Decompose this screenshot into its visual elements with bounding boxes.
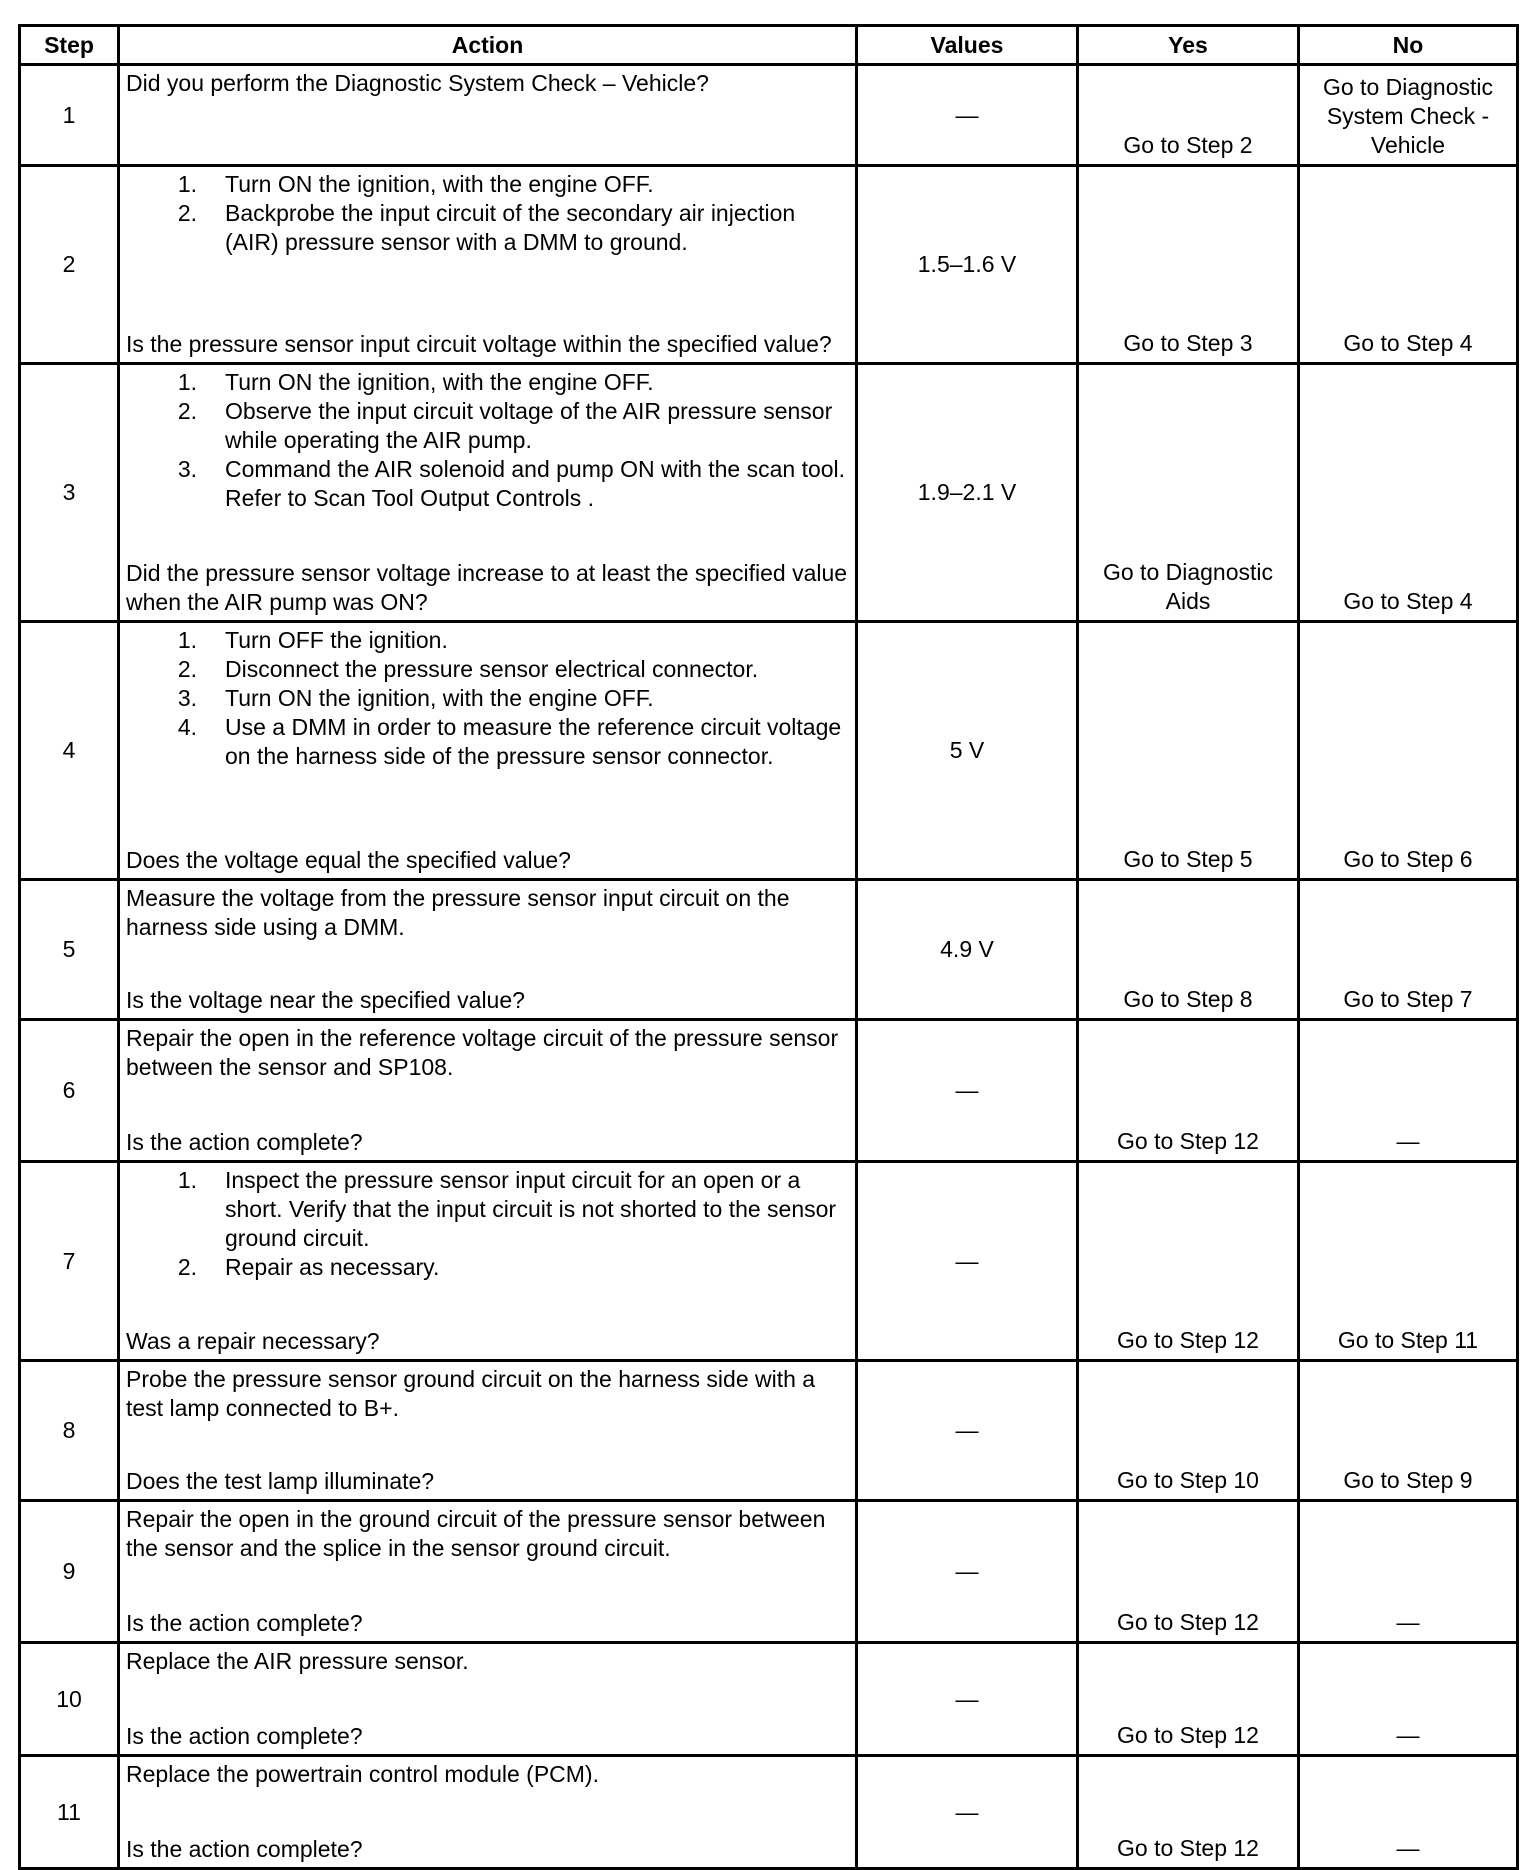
- step-number: 6: [20, 1020, 119, 1162]
- step-number: 5: [20, 880, 119, 1020]
- action-question: Was a repair necessary?: [126, 1328, 380, 1354]
- action-cell: [119, 1361, 857, 1501]
- table-row: [20, 1756, 1518, 1869]
- action-step: [126, 626, 849, 655]
- step-number: 9: [20, 1501, 119, 1643]
- action-step-number: 1.: [177, 369, 197, 395]
- no-cell: Go to Step 9: [1299, 1361, 1518, 1501]
- values-cell: 1.9–2.1 V: [857, 364, 1078, 622]
- action-text: Probe the pressure sensor ground circuit on the harness side with a test lamp connected to B+.: [126, 1366, 816, 1421]
- table-row: [20, 1020, 1518, 1162]
- action-step-number: 2.: [177, 1254, 197, 1280]
- no-cell: Go to Diagnostic System Check - Vehicle: [1299, 65, 1518, 166]
- action-step-text: Observe the input circuit voltage of the AIR pressure sensor while operating the AIR pump.: [225, 398, 833, 453]
- action-step: [126, 455, 849, 513]
- no-cell: Go to Step 4: [1299, 166, 1518, 364]
- table-row: [20, 1162, 1518, 1361]
- action-step: [126, 368, 849, 397]
- values-cell: —: [857, 1162, 1078, 1361]
- action-step-text: Inspect the pressure sensor input circuit for an open or a short. Verify that the input circuit is not shorted to the sensor ground circuit.: [225, 1167, 837, 1251]
- step-number: 10: [20, 1643, 119, 1756]
- header-row: [20, 26, 1518, 65]
- yes-cell: Go to Step 3: [1078, 166, 1299, 364]
- action-step: [126, 713, 849, 771]
- action-cell: [119, 364, 857, 622]
- action-step-text: Turn ON the ignition, with the engine OFF.: [225, 369, 654, 395]
- action-cell: [119, 1501, 857, 1643]
- action-step: [126, 170, 849, 199]
- no-cell: Go to Step 7: [1299, 880, 1518, 1020]
- header-no: No: [1299, 26, 1518, 65]
- yes-cell: Go to Step 12: [1078, 1643, 1299, 1756]
- values-cell: —: [857, 65, 1078, 166]
- action-question: Is the action complete?: [126, 1836, 363, 1862]
- table-row: [20, 166, 1518, 364]
- diagnostic-table: [18, 24, 1519, 1870]
- action-text: Repair the open in the ground circuit of the pressure sensor between the sensor and the splice in the sensor ground circuit.: [126, 1506, 826, 1561]
- action-cell: [119, 880, 857, 1020]
- action-text: Measure the voltage from the pressure sensor input circuit on the harness side using a DMM.: [126, 885, 790, 940]
- action-step-number: 4.: [177, 714, 197, 740]
- no-cell: —: [1299, 1501, 1518, 1643]
- yes-cell: Go to Step 5: [1078, 622, 1299, 880]
- action-question: Is the action complete?: [126, 1723, 363, 1749]
- action-text: Did you perform the Diagnostic System Check – Vehicle?: [126, 70, 709, 96]
- action-step: [126, 1253, 849, 1282]
- table-row: [20, 65, 1518, 166]
- action-step: [126, 655, 849, 684]
- header-step: Step: [20, 26, 119, 65]
- no-cell: Go to Step 11: [1299, 1162, 1518, 1361]
- header-yes: Yes: [1078, 26, 1299, 65]
- action-question: Is the pressure sensor input circuit voltage within the specified value?: [126, 331, 832, 357]
- no-cell: —: [1299, 1643, 1518, 1756]
- step-number: 1: [20, 65, 119, 166]
- table-row: [20, 364, 1518, 622]
- no-cell: Go to Step 6: [1299, 622, 1518, 880]
- yes-cell: Go to Step 12: [1078, 1020, 1299, 1162]
- values-cell: 1.5–1.6 V: [857, 166, 1078, 364]
- action-step-text: Use a DMM in order to measure the reference circuit voltage on the harness side of the pressure sensor connector.: [225, 714, 842, 769]
- action-cell: [119, 1756, 857, 1869]
- action-cell: [119, 1162, 857, 1361]
- action-step-number: 1.: [177, 627, 197, 653]
- step-number: 8: [20, 1361, 119, 1501]
- yes-cell: Go to Step 10: [1078, 1361, 1299, 1501]
- yes-cell: Go to Step 12: [1078, 1756, 1299, 1869]
- table-row: [20, 1501, 1518, 1643]
- action-steps-list: [126, 368, 849, 513]
- action-step-text: Disconnect the pressure sensor electrical connector.: [225, 656, 759, 682]
- action-step-text: Repair as necessary.: [225, 1254, 440, 1280]
- yes-cell: Go to Step 8: [1078, 880, 1299, 1020]
- action-steps-list: [126, 170, 849, 257]
- action-step: [126, 1166, 849, 1253]
- action-step-text: Turn ON the ignition, with the engine OFF.: [225, 171, 654, 197]
- values-cell: 5 V: [857, 622, 1078, 880]
- no-cell: —: [1299, 1020, 1518, 1162]
- action-step: [126, 199, 849, 257]
- values-cell: —: [857, 1361, 1078, 1501]
- action-step-number: 3.: [177, 456, 197, 482]
- action-cell: [119, 1020, 857, 1162]
- action-step-number: 2.: [177, 398, 197, 424]
- no-cell: —: [1299, 1756, 1518, 1869]
- values-cell: —: [857, 1756, 1078, 1869]
- yes-cell: Go to Step 2: [1078, 65, 1299, 166]
- no-cell: Go to Step 4: [1299, 364, 1518, 622]
- action-step-text: Command the AIR solenoid and pump ON with the scan tool. Refer to Scan Tool Output Controls .: [225, 456, 846, 511]
- yes-cell: Go to Diagnostic Aids: [1078, 364, 1299, 622]
- action-steps-list: [126, 1166, 849, 1282]
- action-step: [126, 684, 849, 713]
- yes-cell: Go to Step 12: [1078, 1162, 1299, 1361]
- action-step: [126, 397, 849, 455]
- action-question: Is the action complete?: [126, 1610, 363, 1636]
- table-row: [20, 1361, 1518, 1501]
- action-question: Is the voltage near the specified value?: [126, 987, 525, 1013]
- action-step-number: 2.: [177, 656, 197, 682]
- action-cell: [119, 622, 857, 880]
- action-text: Replace the AIR pressure sensor.: [126, 1648, 469, 1674]
- yes-cell: Go to Step 12: [1078, 1501, 1299, 1643]
- values-cell: 4.9 V: [857, 880, 1078, 1020]
- action-question: Did the pressure sensor voltage increase to at least the specified value when the AIR pump was ON?: [126, 560, 848, 615]
- action-step-number: 1.: [177, 171, 197, 197]
- action-step-number: 3.: [177, 685, 197, 711]
- values-cell: —: [857, 1020, 1078, 1162]
- action-question: Does the test lamp illuminate?: [126, 1468, 435, 1494]
- action-text: Repair the open in the reference voltage circuit of the pressure sensor between the sensor and SP108.: [126, 1025, 839, 1080]
- action-steps-list: [126, 626, 849, 771]
- step-number: 4: [20, 622, 119, 880]
- table-row: [20, 1643, 1518, 1756]
- header-values: Values: [857, 26, 1078, 65]
- step-number: 7: [20, 1162, 119, 1361]
- table-row: [20, 880, 1518, 1020]
- values-cell: —: [857, 1501, 1078, 1643]
- action-text: Replace the powertrain control module (PCM).: [126, 1761, 599, 1787]
- step-number: 11: [20, 1756, 119, 1869]
- step-number: 2: [20, 166, 119, 364]
- action-cell: [119, 65, 857, 166]
- table-row: [20, 622, 1518, 880]
- action-step-number: 1.: [177, 1167, 197, 1193]
- action-cell: [119, 166, 857, 364]
- action-step-number: 2.: [177, 200, 197, 226]
- table-body: [20, 65, 1518, 1869]
- step-number: 3: [20, 364, 119, 622]
- action-step-text: Turn OFF the ignition.: [225, 627, 448, 653]
- action-question: Does the voltage equal the specified value?: [126, 847, 571, 873]
- action-question: Is the action complete?: [126, 1129, 363, 1155]
- header-action: Action: [119, 26, 857, 65]
- action-step-text: Turn ON the ignition, with the engine OFF.: [225, 685, 654, 711]
- action-step-text: Backprobe the input circuit of the secondary air injection (AIR) pressure sensor with a DMM to ground.: [225, 200, 796, 255]
- values-cell: —: [857, 1643, 1078, 1756]
- action-cell: [119, 1643, 857, 1756]
